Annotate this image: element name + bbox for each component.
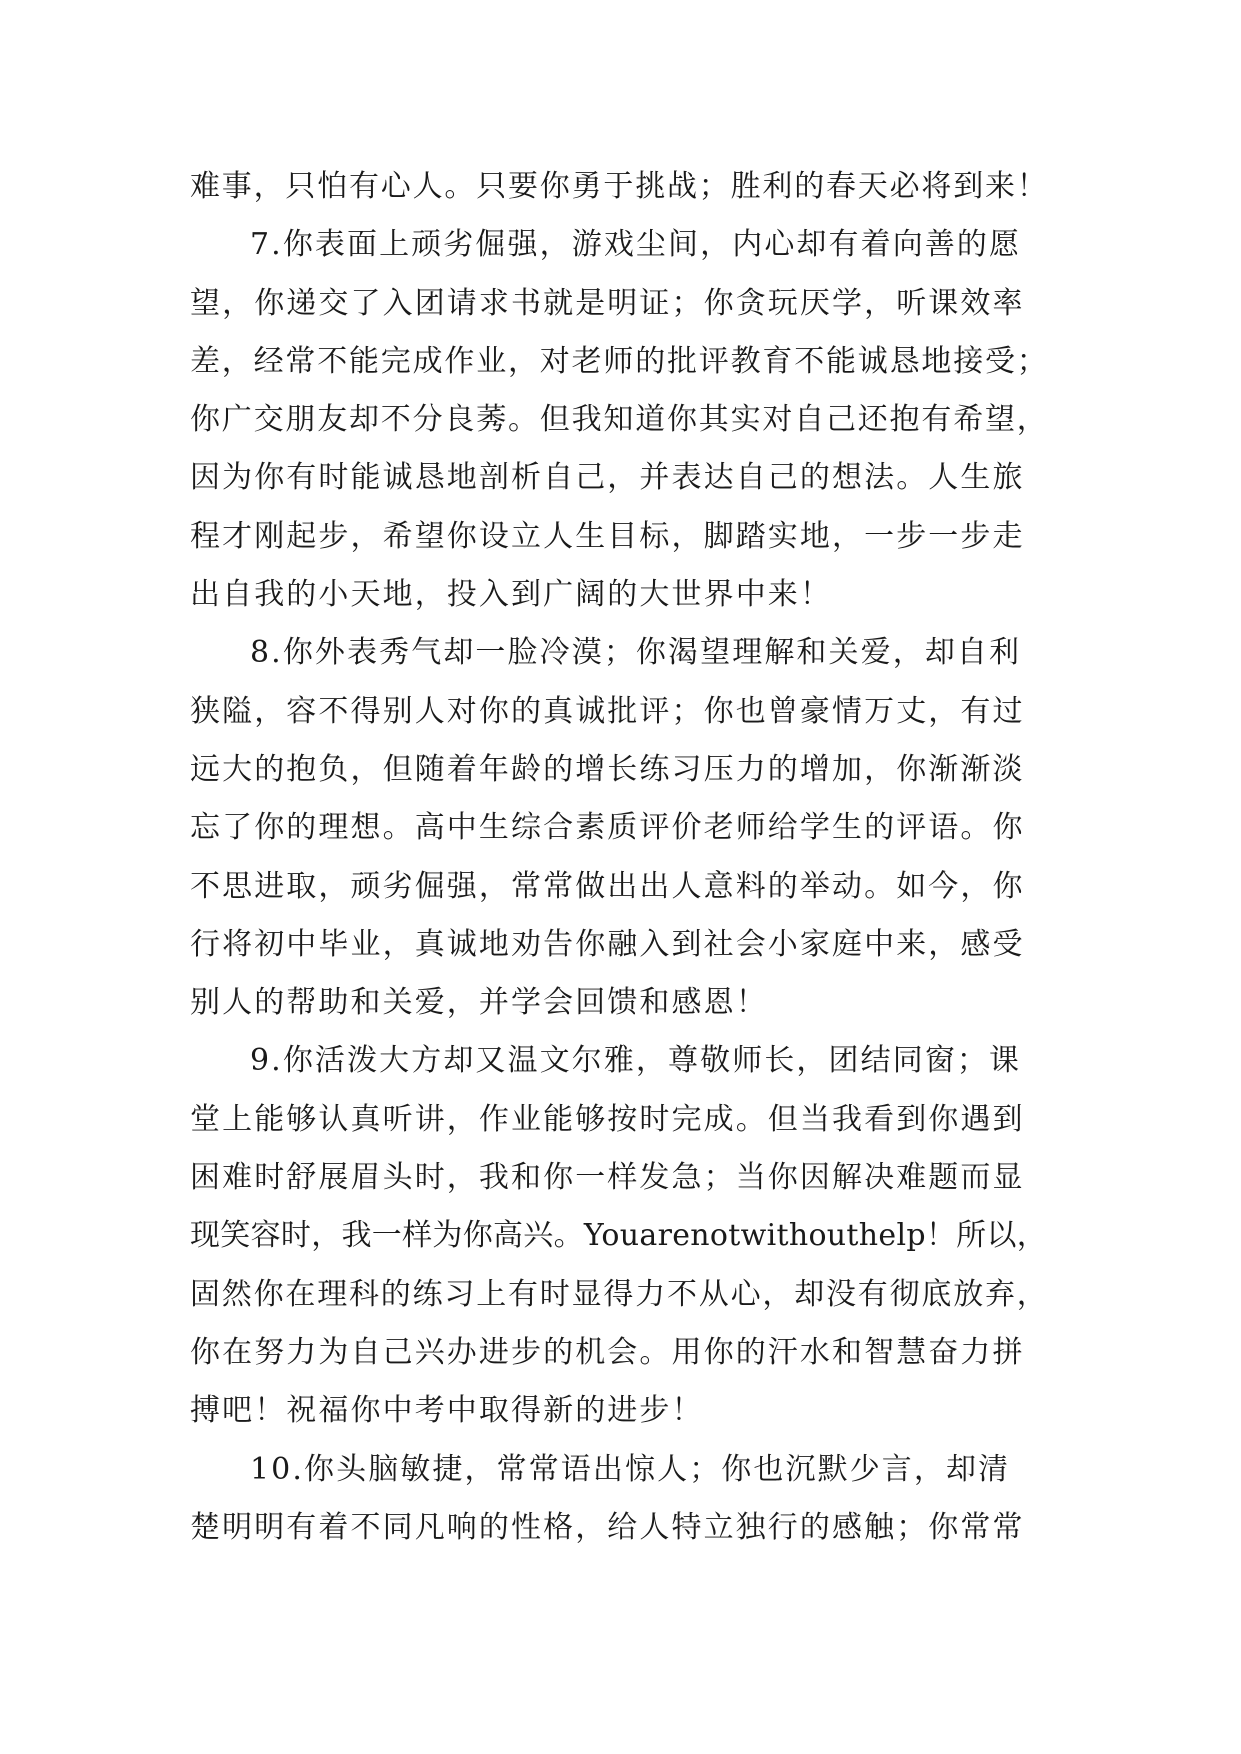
text-line: 出自我的小天地，投入到广阔的大世界中来！ (190, 577, 832, 613)
text-line: 7.你表面上顽劣倔强，游戏尘间，内心却有着向善的愿 (250, 227, 1022, 263)
text-line: 你广交朋友却不分良莠。但我知道你其实对自己还抱有希望， (190, 402, 1049, 438)
text-line: 忘了你的理想。高中生综合素质评价老师给学生的评语。你 (190, 810, 1025, 846)
text-line: 程才刚起步，希望你设立人生目标，脚踏实地，一步一步走 (190, 518, 1025, 554)
text-line: 差，经常不能完成作业，对老师的批评教育不能诚恳地接受； (190, 343, 1049, 379)
text-line: 楚明明有着不同凡响的性格，给人特立独行的感触；你常常 (190, 1509, 1025, 1545)
text-line: 难事，只怕有心人。只要你勇于挑战；胜利的春天必将到来！ (190, 169, 1049, 204)
document-body (190, 158, 1050, 1557)
text-line: 望，你递交了入团请求书就是明证；你贪玩厌学，听课效率 (190, 285, 1025, 321)
text-line: 困难时舒展眉头时，我和你一样发急；当你因解决难题而显 (190, 1160, 1025, 1196)
text-line: 不思进取，顽劣倔强，常常做出出人意料的举动。如今，你 (190, 868, 1025, 904)
text-line: 狭隘，容不得别人对你的真诚批评；你也曾豪情万丈，有过 (190, 693, 1025, 729)
text-line: 远大的抱负，但随着年龄的增长练习压力的增加，你渐渐淡 (190, 751, 1025, 787)
text-line: 你在努力为自己兴办进步的机会。用你的汗水和智慧奋力拼 (190, 1334, 1025, 1370)
text-line: 10.你头脑敏捷，常常语出惊人；你也沉默少言，却清 (250, 1451, 1011, 1487)
text-line: 别人的帮助和关爱，并学会回馈和感恩！ (190, 985, 768, 1021)
text-line: 8.你外表秀气却一脸冷漠；你渴望理解和关爱，却自利 (250, 635, 1022, 671)
text-line: 因为你有时能诚恳地剖析自己，并表达自己的想法。人生旅 (190, 460, 1025, 496)
text-line: 现笑容时，我一样为你高兴。Youarenotwithouthelp！所以， (190, 1218, 1048, 1254)
text-line: 搏吧！祝福你中考中取得新的进步！ (190, 1393, 704, 1429)
text-line: 行将初中毕业，真诚地劝告你融入到社会小家庭中来，感受 (190, 926, 1025, 962)
text-line: 固然你在理科的练习上有时显得力不从心，却没有彻底放弃， (190, 1276, 1049, 1312)
text-line: 9.你活泼大方却又温文尔雅，尊敬师长，团结同窗；课 (250, 1043, 1022, 1079)
text-line: 堂上能够认真听讲，作业能够按时完成。但当我看到你遇到 (190, 1101, 1025, 1137)
